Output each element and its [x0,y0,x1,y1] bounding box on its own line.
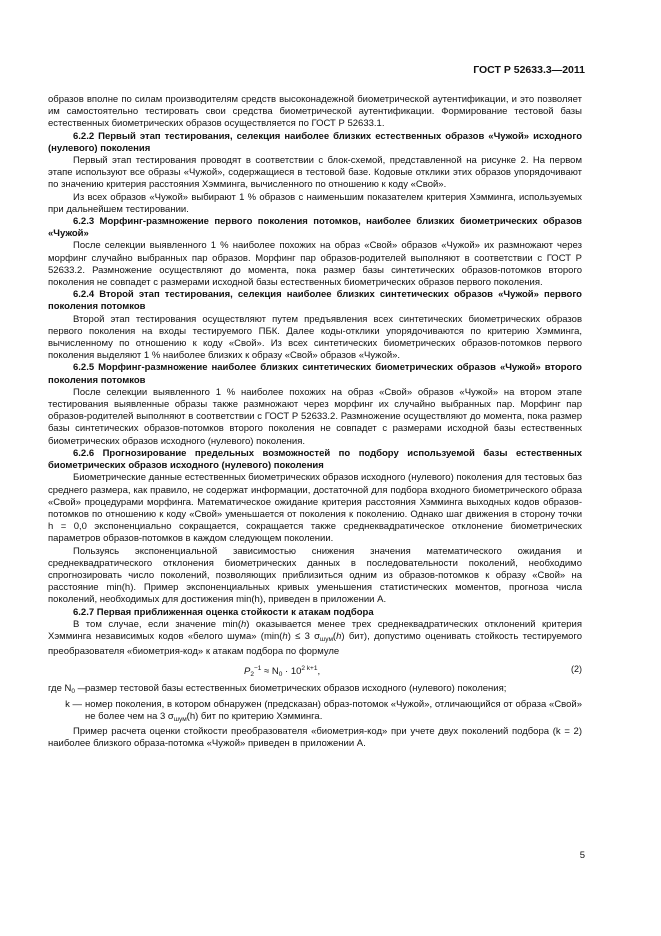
paragraph: После селекции выявленного 1 % наиболее похожих на образ «Свой» образов «Чужой» на втором этапе тестирования выявленные образы также размножают через морфинг их случайно выбранных пар. Морфинг пар образов-родителей выполняют в соответствии с ГОСТ Р 52633.2. Размножение осуществляют до момента, пока размер базы синтетических образов-потомков второго поколения не совпадет с размерами исходной базы естественных биометрических образов исходного (нулевого) поколения. [48,386,582,447]
definitions-list [48,683,582,726]
formula-number: (2) [571,664,582,675]
paragraph: Из всех образов «Чужой» выбирают 1 % образов с наименьшим показателем критерия Хэмминга, используемых при дальнейшем тестировании. [48,191,582,215]
definition-text: размер тестовой базы естественных биометрических образов исходного (нулевого) поколения; [85,683,507,695]
definition-n0 [48,683,582,698]
page-number: 5 [579,850,585,861]
paragraph-final: Пример расчета оценки стойкости преобразователя «биометрия-код» при учете двух поколений подбора (k = 2) наиболее близкого образа-потомка «Чужой» приведен в приложении А. [48,725,582,750]
paragraph-continuation: образов вполне по силам производителям средств высоконадежной биометрической аутентификации, и это позволяет им самостоятельно тестировать свои средства биометрической аутентификации. Формирование тестовой базы естественных биометрических образов осуществляется по ГОСТ Р 52633.1. [48,94,582,130]
heading-6-2-3: 6.2.3 Морфинг-размножение первого поколения потомков, наиболее близких биометрических образов «Чужой» [48,216,582,240]
paragraph-white-noise-condition: В том случае, если значение min(h) оказывается менее трех среднеквадратических отклонений критерия Хэмминга независимых кодов «белого шума» (min(h) ≤ 3 $\sigma_{шум}(h)$ бит), допустимо оценивать стойкость тестируемого преобразователя «биометрия-код» к атакам подбора по формуле [48,618,582,658]
paragraph: Первый этап тестирования проводят в соответствии с блок-схемой, представленной на рисунке 2. На первом этапе используют все образы «Чужой», содержащиеся в тестовой базе. Кодовые отклики этих образов упорядочивают по значению критерия расстояния Хэмминга, вычисленного по отношению к коду «Свой». [48,155,582,191]
heading-6-2-5: 6.2.5 Морфинг-размножение наиболее близких синтетических биометрических образов «Чужой» второго поколения потомков [48,362,582,386]
definition-text: номер поколения, в котором обнаружен (предсказан) образ-потомок «Чужой», отличающийся от образа «Свой» не более чем на 3 $\sigma_{шум}(h)$ бит по критерию Хэмминга. [85,698,582,723]
formula-expression: $P_2^{-1} \approx N_0 \cdot 10^{2 k+1}$, [244,665,321,679]
heading-6-2-4: 6.2.4 Второй этап тестирования, селекция наиболее близких синтетических образов «Чужой» первого поколения потомков [48,289,582,313]
document-code-header: ГОСТ Р 52633.3—2011 [473,64,585,76]
heading-6-2-6: 6.2.6 Прогнозирование предельных возможностей по подбору используемой базы естественных биометрических образов исходного (нулевого) поколения [48,447,582,472]
document-body [48,94,582,750]
definition-term: k — [65,698,82,710]
paragraph: Второй этап тестирования осуществляют путем предъявления всех синтетических биометрических образов первого поколения на входы тестируемого ПБК. Далее коды-отклики упорядочиваются по критерию Хэмминга, вычисленному по отношению к коду «Свой». Из всех синтетических биометрических образов-потомков первого поколения выделяют 1 % наиболее близких к образу «Свой» образов «Чужой». [48,313,582,362]
paragraph: Биометрические данные естественных биометрических образов исходного (нулевого) поколения для тестовых баз среднего размера, как правило, не содержат информации, достаточной для подбора входного биометрического образа «Свой» процедурами морфинга. Математическое ожидание критерия расстояния Хэмминга выходных кодов образов-потомков по отношению к коду «Свой» уменьшается от поколения к поколению. Однако шаг движения в сторону точки h = 0,0 экспоненциально сокращается, сокращается также среднеквадратическое отклонение биометрических параметров образов-потомков в каждом следующем поколении. [48,472,583,545]
paragraph: Пользуясь экспоненциальной зависимостью снижения значения математического ожидания и среднеквадратического отклонения биометрических данных в последовательности поколений, необходимо спрогнозировать число поколений, позволяющих приблизиться одним из образов-потомков к образу «Свой» на расстояние min(h). Пример экспоненциальных кривых уменьшения статистических моментов, прогноза числа поколений, необходимых для достижения min(h), приведен в приложении А. [48,545,582,606]
definition-term: где $N_0$ — [48,683,88,696]
definition-k [48,699,582,726]
heading-6-2-2: 6.2.2 Первый этап тестирования, селекция наиболее близких естественных образов «Чужой» исходного (нулевого) поколения [48,130,582,154]
formula-2 [48,659,582,681]
paragraph: После селекции выявленного 1 % наиболее похожих на образ «Свой» образов «Чужой» их размножают через морфинг случайно выбранных пар образов. Морфинг пар образов-родителей выполняют в соответствии с ГОСТ Р 52633.2. Размножение осуществляют до момента, пока размер базы синтетических образов-потомков второго поколения не совпадет с размерами исходной базы естественных биометрических образов первого поколения. [48,240,582,289]
heading-6-2-7: 6.2.7 Первая приближенная оценка стойкости к атакам подбора [73,606,374,618]
